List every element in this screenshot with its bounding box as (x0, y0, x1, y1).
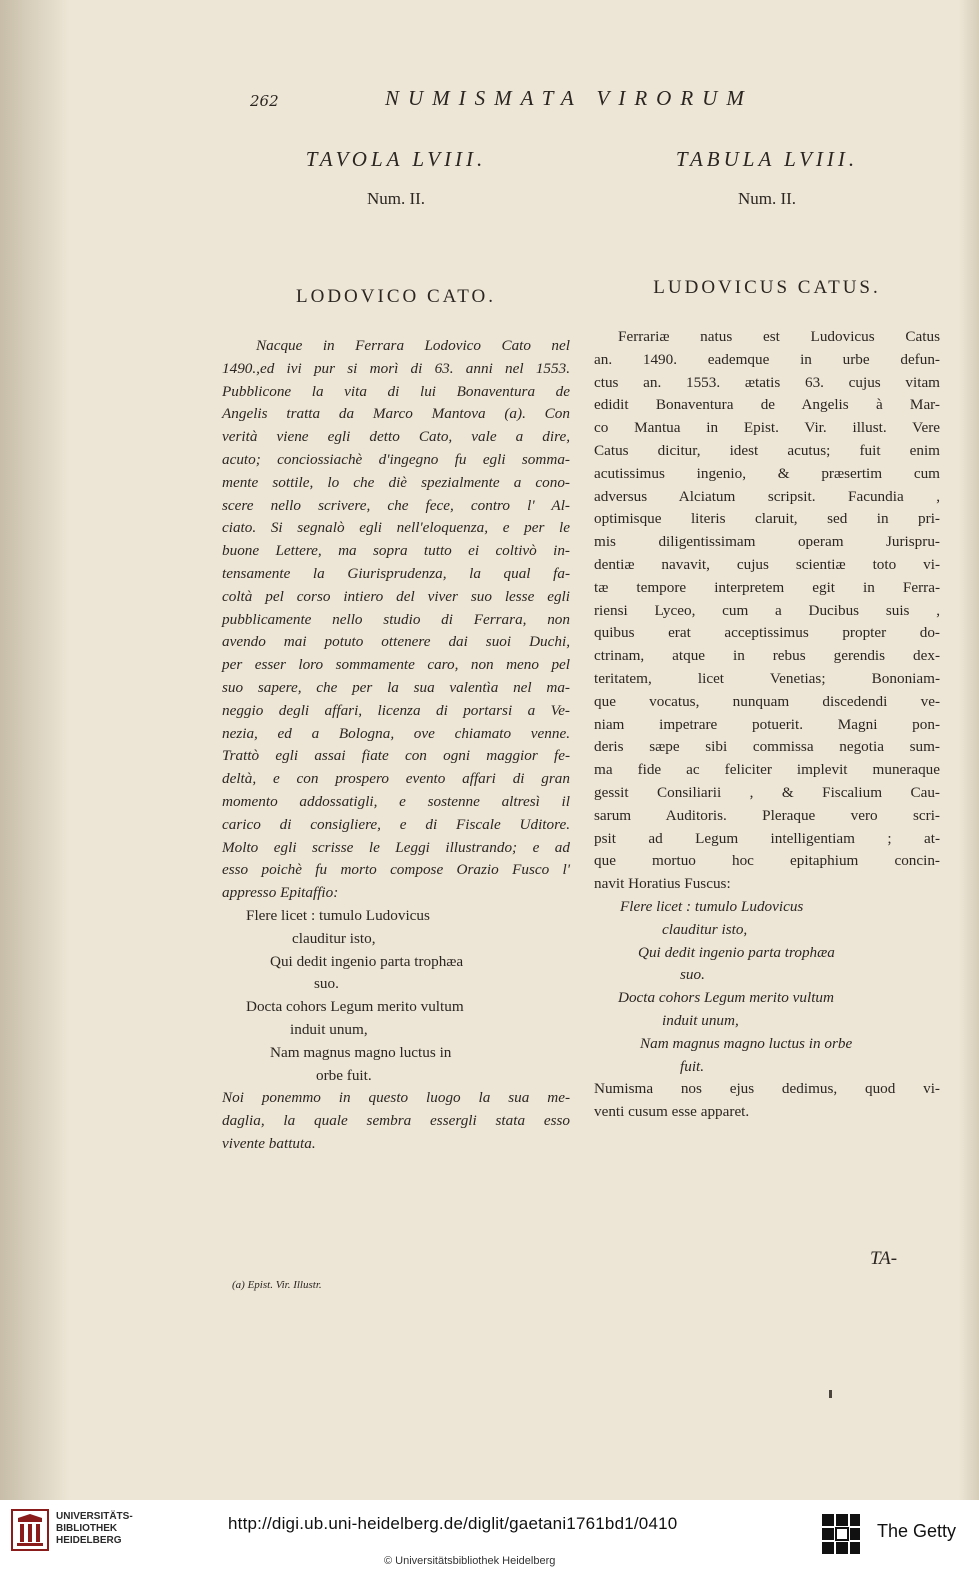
text-line: Catus dicitur, idest acutus; fuit enim (594, 441, 940, 459)
text-line: adversus Alciatum scripsit. Facundia , (594, 487, 940, 505)
text-line: ma fide ac feliciter implevit muneraque (594, 761, 940, 779)
text-line: gessit Consiliarii , & Fiscalium Cau- (594, 783, 940, 801)
epitaph-line: induit unum, (662, 1011, 739, 1029)
text-line: psit ad Legum intelligentiam ; at- (594, 829, 940, 847)
epitaph-line: Nam magnus magno luctus in (270, 1043, 452, 1061)
page-edge-shadow (959, 0, 979, 1500)
text-line: avendo mai potuto ottenere dai suoi Duchi, (222, 633, 570, 651)
text-line: Nacque in Ferrara Lodovico Cato nel (256, 337, 570, 354)
text-line: dentiæ navavit, cujus scientiæ toto vi- (594, 555, 940, 573)
person-name-heading: LODOVICO CATO. (296, 286, 496, 307)
italian-text (222, 335, 570, 1156)
text-line: acutissimus ingenio, & præsertim cum (594, 464, 940, 482)
text-line: Trattò egli assai fiate con ogni maggior fe- (222, 747, 570, 765)
footnote: (a) Epist. Vir. Illustr. (232, 1279, 322, 1291)
text-line: daglia, la quale sembra essergli stata esso (222, 1112, 570, 1130)
text-line: 1490.,ed ivi pur si morì di 63. anni nel 1553. (222, 359, 570, 377)
text-line: optimisque literis claruit, sed in pri- (594, 510, 940, 528)
text-line: momento addossatigli, e sostenne altresì il (222, 792, 570, 810)
text-line: navit Horatius Fuscus: (594, 875, 731, 893)
text-line: que vocatus, nunquam discedendi ve- (594, 692, 940, 710)
latin-column (594, 146, 940, 1124)
text-line: niam impetrare potuerit. Magni pon- (594, 715, 940, 733)
epitaph-line: Docta cohors Legum merito vultum (246, 998, 464, 1016)
text-line: edidit Bonaventura de Angelis à Mar- (594, 396, 940, 414)
text-line: tensamente la Giurisprudenza, la qual fa- (222, 564, 570, 582)
text-line: Pubblicone la vita di lui Bonaventura de (222, 382, 570, 400)
library-name-line: HEIDELBERG (56, 1535, 122, 1546)
text-line: venti cusum esse apparet. (594, 1103, 750, 1121)
viewer-footer (0, 1500, 979, 1578)
italian-column (222, 146, 570, 1156)
epitaph-line: orbe fuit. (316, 1066, 372, 1084)
text-line: ctrinam, atque in rebus gerendis dex- (594, 647, 940, 665)
library-name (56, 1511, 133, 1547)
epitaph-line: Qui dedit ingenio parta trophæa (270, 952, 464, 970)
text-line: Noi ponemmo in questo luogo la sua me- (222, 1089, 570, 1107)
text-line: ciato. Si segnalò egli nell'eloquenza, e per le (222, 519, 570, 537)
epitaph-line: Flere licet : tumulo Ludovicus (620, 897, 804, 915)
text-line: mis diligentissimam operam Jurispru- (594, 533, 940, 551)
epitaph-line: suo. (314, 975, 339, 993)
library-name-line: UNIVERSITÄTS- (56, 1511, 133, 1522)
text-line: appresso Epitaffio: (222, 884, 339, 902)
running-title: NUMISMATA VIRORUM (385, 86, 753, 110)
running-head (250, 86, 850, 116)
text-line: scere nello scrivere, che fece, contro l' Al- (222, 496, 570, 514)
epitaph-line: Qui dedit ingenio parta trophæa (638, 943, 835, 961)
text-line: vivente battuta. (222, 1134, 316, 1152)
text-line: sarum Auditoris. Pleraque vero scri- (594, 806, 940, 824)
text-line: Ferrariæ natus est Ludovicus Catus (618, 328, 940, 345)
ink-speck (829, 1390, 832, 1398)
tavola-heading: TAVOLA LVIII. (305, 147, 487, 171)
partner-name: The Getty (877, 1521, 957, 1541)
number-heading: Num. II. (366, 189, 426, 208)
text-line: que mortuo hoc epitaphium concin- (594, 852, 940, 870)
text-line: esso poichè fu morto compose Orazio Fusco l' (222, 861, 570, 879)
tabula-heading: TABULA LVIII. (675, 147, 859, 171)
latin-text (594, 326, 940, 1124)
text-line: ctus an. 1553. ætatis 63. cujus vitam (594, 373, 940, 391)
text-line: carico di consigliere, e di Fiscale Uditore. (222, 815, 570, 833)
text-line: deris sæpe sibi commissa negotia sum- (594, 738, 940, 756)
epitaph-line: suo. (680, 966, 705, 984)
text-line: quibus erat acceptissimus propter do- (594, 624, 940, 642)
person-name-heading: LUDOVICUS CATUS. (653, 277, 881, 298)
catchword: TA- (870, 1248, 898, 1269)
text-line: nezia, ed a Bologna, ove chiamato venne. (222, 724, 570, 742)
text-line: Angelis tratta da Marco Mantova (a). Con (222, 405, 570, 423)
permalink-url[interactable]: http://digi.ub.uni-heidelberg.de/diglit/gaetani1761bd1/0410 (228, 1514, 678, 1533)
library-name-line: BIBLIOTHEK (56, 1523, 118, 1534)
text-line: pubblicamente nello studio di Ferrara, non (222, 610, 570, 628)
page-number: 262 (250, 92, 279, 110)
text-line: suo sapere, che per la sua valentìa nel ma- (222, 678, 570, 696)
text-line: mente sottile, lo che diè spezialmente a cono- (222, 473, 570, 491)
text-line: deltà, e con prospero evento affari di gran (222, 770, 570, 788)
university-library-logo-icon[interactable] (10, 1508, 50, 1552)
text-line: buone Lettere, ma sopra tutto ei coltivò in- (222, 542, 570, 560)
text-line: verità viene egli detto Cato, vale a dire, (222, 428, 570, 446)
text-line: co Mantua in Epist. Vir. illust. Vere (594, 419, 940, 437)
text-line: riensi Lyceo, cum a Ducibus suis , (594, 601, 940, 619)
page-gutter-shadow (0, 0, 70, 1500)
text-line: acuto; conciossiachè d'ingegno fu egli somma- (222, 450, 570, 468)
number-heading: Num. II. (737, 189, 797, 208)
text-line: Numisma nos ejus dedimus, quod vi- (594, 1080, 940, 1098)
text-line: per esser loro sommamente caro, non meno pel (222, 656, 570, 674)
epitaph-line: clauditur isto, (292, 929, 376, 947)
epitaph-line: induit unum, (290, 1020, 368, 1038)
epitaph-line: clauditur isto, (662, 920, 748, 938)
text-line: teritatem, licet Venetias; Bononiam- (594, 669, 940, 687)
epitaph-line: Docta cohors Legum merito vultum (618, 989, 834, 1007)
epitaph-line: Flere licet : tumulo Ludovicus (246, 906, 430, 924)
text-line: neggio degli affari, licenza di portarsi a Ve- (222, 701, 570, 719)
epitaph-line: fuit. (680, 1057, 705, 1075)
getty-logo-icon[interactable] (820, 1512, 862, 1560)
text-line: Molto egli scrisse le Leggi illustrando; e ad (222, 838, 570, 856)
epitaph-line: Nam magnus magno luctus in orbe (640, 1034, 853, 1052)
copyright-notice: © Universitätsbibliothek Heidelberg (384, 1555, 556, 1567)
text-line: an. 1490. eademque in urbe defun- (594, 350, 940, 368)
text-line: coltà pel corso intiero del viver suo lesse egli (222, 587, 570, 605)
text-line: tæ tempore interpretem egit in Ferra- (594, 578, 940, 596)
